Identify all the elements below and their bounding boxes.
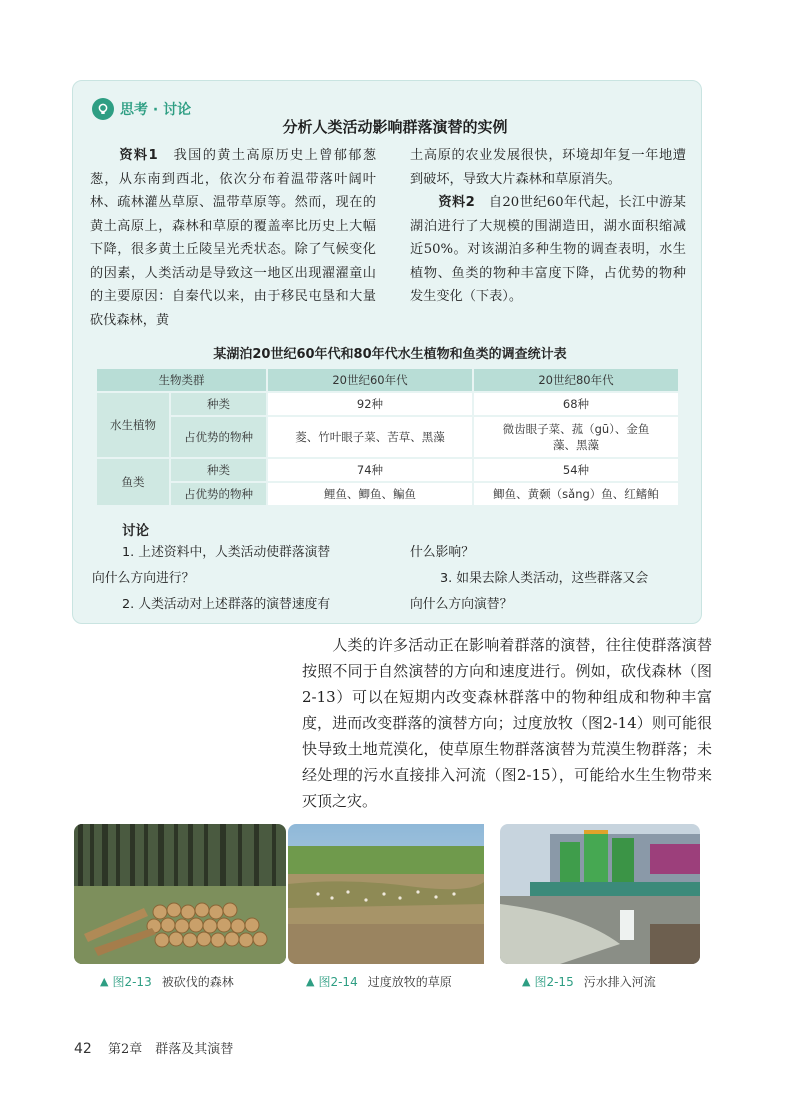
lightbulb-icon	[92, 98, 114, 120]
figure-number: 图2-13	[112, 975, 152, 989]
table-header-cell: 20世纪80年代	[474, 369, 678, 391]
row-label-cell: 种类	[171, 393, 266, 415]
table-header-cell: 生物类群	[97, 369, 266, 391]
material-2-text: 自20世纪60年代起，长江中游某湖泊进行了大规模的围湖造田，湖水面积缩减近50%。对该湖泊多种生物的调查表明，水生植物、鱼类的物种丰富度下降，占优势的物种发生变化（下表）。	[410, 195, 686, 304]
think-discuss-header	[92, 98, 191, 120]
question-3-line-1: 3. 如果去除人类活动，这些群落又会	[440, 571, 649, 586]
group-cell: 水生植物	[97, 393, 169, 457]
question-3-line-2: 向什么方向演替？	[410, 597, 513, 612]
triangle-marker-icon: ▲	[306, 975, 315, 988]
row-label-cell: 占优势的物种	[171, 483, 266, 505]
box-title: 分析人类活动影响群落演替的实例	[282, 118, 508, 136]
table-cell: 鲫鱼、黄颡（sǎng）鱼、红鳍鲌	[474, 483, 678, 505]
question-2-line-2: 什么影响？	[410, 545, 474, 560]
figure-cut-forest-image	[74, 824, 286, 964]
material-1-label: 资料1	[118, 148, 158, 163]
triangle-marker-icon: ▲	[100, 975, 109, 988]
figure-overgrazed-grassland-image	[288, 824, 500, 964]
figure-caption-2	[306, 973, 452, 990]
table-cell: 菱、竹叶眼子菜、苦草、黑藻	[268, 417, 472, 457]
table-row	[97, 417, 678, 457]
figure-sewage-river-image	[500, 824, 700, 964]
page-footer	[74, 1038, 233, 1057]
material-1	[90, 144, 376, 332]
survey-table	[95, 367, 680, 507]
chapter-title: 第2章 群落及其演替	[107, 1042, 234, 1057]
table-title: 某湖泊20世纪60年代和80年代水生植物和鱼类的调查统计表	[213, 347, 567, 362]
triangle-marker-icon: ▲	[522, 975, 531, 988]
table-cell: 92种	[268, 393, 472, 415]
group-cell: 鱼类	[97, 459, 169, 505]
figure-caption-3	[522, 973, 656, 990]
figure-number: 图2-15	[534, 975, 574, 989]
table-row	[97, 393, 678, 415]
question-1-line-2: 向什么方向进行？	[92, 571, 195, 586]
table-cell: 54种	[474, 459, 678, 481]
figure-caption-1	[100, 973, 234, 990]
page-number: 42	[74, 1041, 92, 1057]
question-1-line-1: 1. 上述资料中，人类活动使群落演替	[122, 545, 331, 560]
material-2	[410, 144, 686, 309]
table-row	[97, 483, 678, 505]
figure-number: 图2-14	[318, 975, 358, 989]
discussion-title: 讨论	[122, 523, 149, 539]
material-1-continued: 土高原的农业发展很快，环境却年复一年地遭到破坏，导致大片森林和草原消失。	[410, 148, 686, 187]
figure-caption-text: 污水排入河流	[583, 975, 656, 989]
figure-caption-text: 被砍伐的森林	[161, 975, 234, 989]
table-cell: 微齿眼子菜、菰（gū）、金鱼藻、黑藻	[474, 417, 678, 457]
figure-caption-text: 过度放牧的草原	[367, 975, 452, 989]
table-row	[97, 459, 678, 481]
table-cell: 鲤鱼、鲫鱼、鳊鱼	[268, 483, 472, 505]
think-discuss-label: 思考 · 讨论	[120, 102, 192, 118]
body-paragraph	[302, 632, 712, 814]
material-1-text: 我国的黄土高原历史上曾郁郁葱葱，从东南到西北，依次分布着温带落叶阔叶林、疏林灌丛草原、温带草原等。然而，现在的黄土高原上，森林和草原的覆盖率比历史上大幅下降，很多黄土丘陵呈光秃状态。除了气候变化的因素，人类活动是导致这一地区出现濯濯童山的主要原因：自秦代以来，由于移民屯垦和大量砍伐森林，黄	[90, 148, 377, 328]
row-label-cell: 种类	[171, 459, 266, 481]
material-2-label: 资料2	[438, 195, 475, 210]
table-header-cell: 20世纪60年代	[268, 369, 472, 391]
table-header-row	[97, 369, 678, 391]
question-2-line-1: 2. 人类活动对上述群落的演替速度有	[122, 597, 331, 612]
table-cell: 68种	[474, 393, 678, 415]
row-label-cell: 占优势的物种	[171, 417, 266, 457]
table-cell: 74种	[268, 459, 472, 481]
body-text: 人类的许多活动正在影响着群落的演替，往往使群落演替按照不同于自然演替的方向和速度进行。例如，砍伐森林（图2-13）可以在短期内改变森林群落中的物种组成和物种丰富度，进而改变群落的演替方向；过度放牧（图2-14）则可能很快导致土地荒漠化，使草原生物群落演替为荒漠生物群落；未经处理的污水直接排入河流（图2-15），可能给水生生物带来灭顶之灾。	[302, 636, 712, 810]
